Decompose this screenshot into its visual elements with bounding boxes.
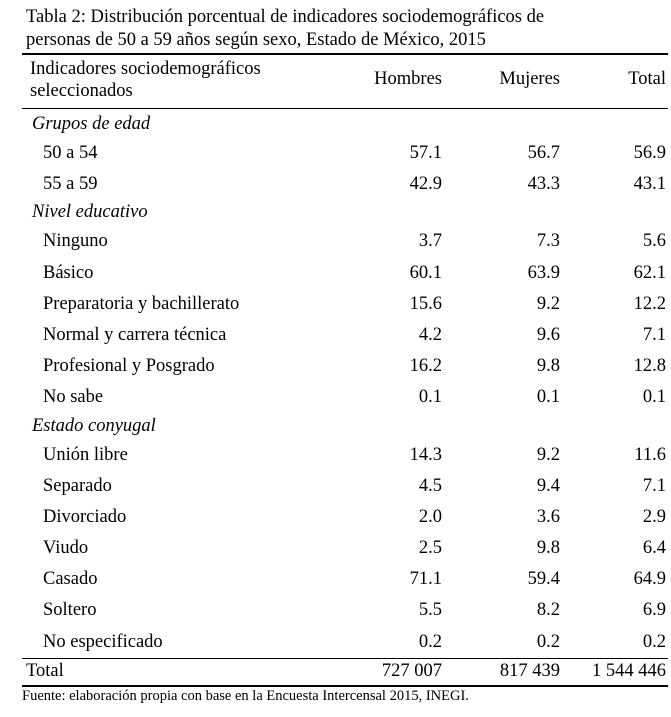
row-label: Casado: [43, 569, 98, 590]
section-header: [22, 414, 668, 440]
cell-mujeres: 63.9: [527, 262, 560, 283]
row-label: Ninguno: [43, 231, 108, 252]
cell-mujeres: 0.2: [536, 631, 560, 652]
cell-total: 62.1: [633, 262, 666, 283]
cell-total: 7.1: [642, 475, 666, 496]
row-label: 55 a 59: [43, 174, 98, 195]
cell-total: 0.2: [642, 631, 666, 652]
cell-mujeres: 3.6: [536, 506, 560, 527]
table-header: [22, 55, 668, 109]
cell-hombres: 42.9: [409, 174, 442, 195]
total-label: Total: [26, 660, 64, 681]
cell-mujeres: 9.8: [536, 356, 560, 377]
row-label: Divorciado: [43, 506, 127, 527]
total-mujeres: 817 439: [499, 660, 560, 681]
cell-hombres: 15.6: [409, 293, 442, 314]
table-title-line-1: Tabla 2: Distribución porcentual de indicadores sociodemográficos de: [26, 7, 545, 27]
row-label: No especificado: [43, 631, 163, 652]
header-total: Total: [628, 69, 666, 89]
cell-hombres: 0.2: [418, 631, 442, 652]
table-row: [22, 351, 668, 382]
table-row: [22, 138, 668, 169]
cell-total: 6.9: [642, 600, 666, 621]
data-table: [22, 53, 668, 687]
table-title-line-2: personas de 50 a 59 años según sexo, Estado de México, 2015: [26, 30, 486, 50]
cell-total: 56.9: [633, 143, 666, 163]
table-row: [22, 320, 668, 351]
cell-hombres: 14.3: [409, 444, 442, 465]
cell-hombres: 2.5: [418, 538, 442, 559]
header-hombres: Hombres: [374, 69, 442, 89]
cell-hombres: 60.1: [409, 262, 442, 283]
section-title: Grupos de edad: [32, 114, 151, 134]
row-label: Básico: [43, 262, 94, 283]
cell-hombres: 4.5: [418, 475, 442, 496]
table-row: [22, 564, 668, 595]
table-row: [22, 533, 668, 564]
cell-total: 11.6: [634, 444, 666, 465]
section-title: Nivel educativo: [32, 202, 148, 223]
cell-total: 12.8: [633, 356, 666, 377]
table-row: [22, 502, 668, 533]
table-total-row: [22, 658, 668, 685]
section-title: Estado conyugal: [32, 415, 156, 436]
table-row: [22, 258, 668, 289]
cell-total: 6.4: [642, 538, 666, 559]
row-label: Preparatoria y bachillerato: [43, 293, 240, 314]
cell-total: 43.1: [633, 174, 666, 195]
section-header: [22, 109, 668, 138]
cell-hombres: 5.5: [418, 600, 442, 621]
table-row: [22, 595, 668, 626]
cell-total: 12.2: [633, 293, 666, 314]
table-row: [22, 627, 668, 658]
cell-hombres: 0.1: [418, 387, 442, 408]
table-row: [22, 226, 668, 257]
table-row: [22, 471, 668, 502]
total-total: 1 544 446: [592, 660, 666, 681]
table-row: [22, 440, 668, 471]
cell-mujeres: 43.3: [527, 174, 560, 195]
row-label: Unión libre: [43, 444, 128, 465]
row-label: Viudo: [43, 538, 89, 559]
table-title: [26, 6, 668, 52]
table-row: [22, 169, 668, 200]
cell-mujeres: 7.3: [536, 231, 560, 252]
cell-mujeres: 9.2: [536, 444, 560, 465]
source-note: Fuente: elaboración propia con base en la Encuesta Intercensal 2015, INEGI.: [22, 687, 469, 704]
row-label: Normal y carrera técnica: [43, 324, 227, 345]
header-indicator-label-line-1: Indicadores sociodemográficos: [30, 59, 261, 79]
cell-hombres: 4.2: [418, 324, 442, 345]
cell-hombres: 2.0: [418, 506, 442, 527]
row-label: Soltero: [43, 600, 97, 621]
header-mujeres: Mujeres: [499, 69, 560, 89]
cell-mujeres: 8.2: [536, 600, 560, 621]
row-label: Separado: [43, 475, 112, 496]
cell-mujeres: 9.4: [536, 475, 560, 496]
cell-total: 2.9: [642, 506, 666, 527]
cell-hombres: 3.7: [418, 231, 442, 252]
cell-total: 7.1: [642, 324, 666, 345]
row-label: 50 a 54: [43, 143, 98, 163]
cell-total: 5.6: [642, 231, 666, 252]
cell-mujeres: 9.6: [536, 324, 560, 345]
row-label: No sabe: [43, 387, 104, 408]
cell-total: 64.9: [633, 569, 666, 590]
table-row: [22, 289, 668, 320]
cell-total: 0.1: [642, 387, 666, 408]
cell-hombres: 57.1: [409, 143, 442, 163]
document-table-figure: [22, 6, 668, 705]
cell-hombres: 71.1: [409, 569, 442, 590]
table-body: [22, 109, 668, 658]
section-header: [22, 200, 668, 226]
total-hombres: 727 007: [381, 660, 442, 681]
cell-mujeres: 59.4: [527, 569, 560, 590]
table-row: [22, 382, 668, 413]
cell-mujeres: 9.8: [536, 538, 560, 559]
header-indicator-label: [30, 58, 261, 102]
cell-mujeres: 0.1: [536, 387, 560, 408]
row-label: Profesional y Posgrado: [43, 356, 215, 377]
header-indicator-label-line-2: seleccionados: [30, 81, 133, 101]
cell-mujeres: 9.2: [536, 293, 560, 314]
cell-hombres: 16.2: [409, 356, 442, 377]
cell-mujeres: 56.7: [527, 143, 560, 163]
